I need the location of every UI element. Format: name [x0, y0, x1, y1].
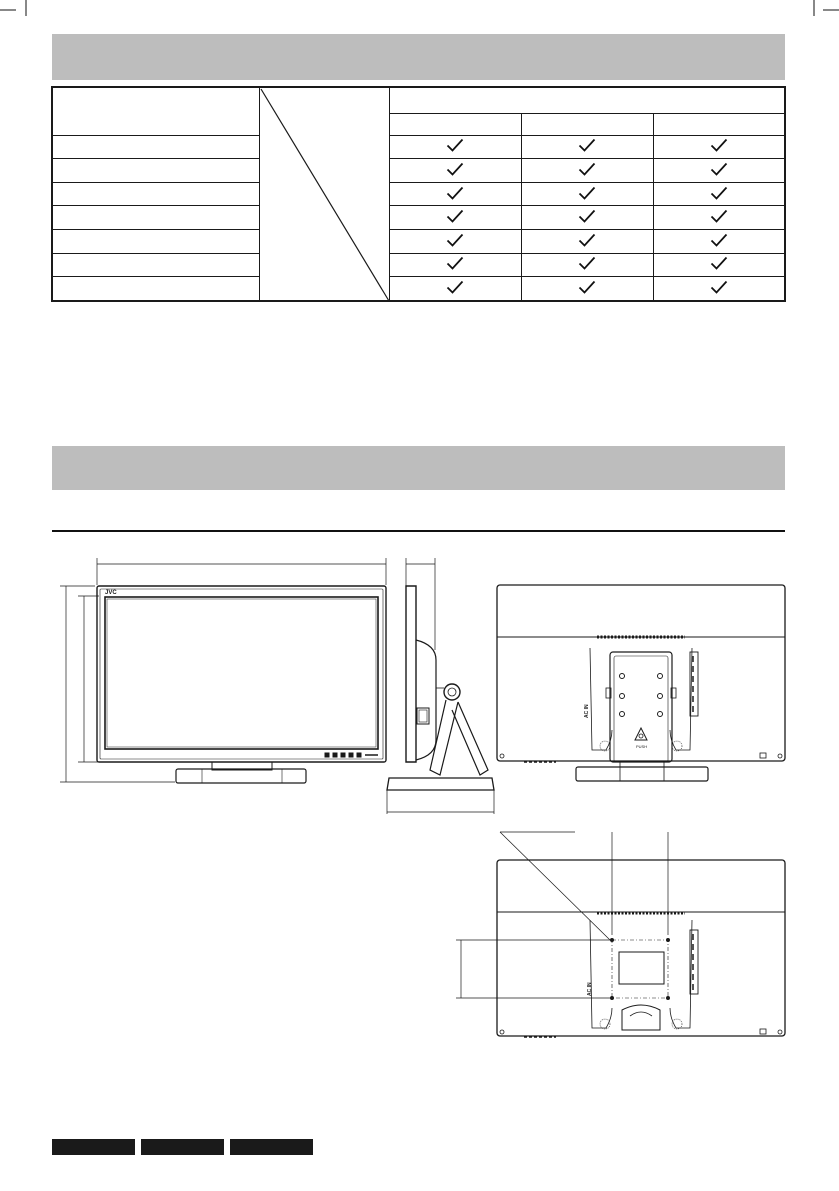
rear-view-drawing	[497, 585, 785, 781]
ac-in-label: AC IN	[584, 704, 590, 718]
ac-in-label: AC IN	[587, 982, 593, 996]
footer-tabs	[52, 1139, 313, 1155]
push-label: PUSH	[636, 744, 648, 749]
footer-tab	[230, 1139, 313, 1155]
side-view-drawing	[387, 558, 494, 814]
footer-tab	[141, 1139, 224, 1155]
brand-logo: JVC	[105, 590, 117, 596]
rear-vesa-drawing	[456, 832, 785, 1037]
footer-tab	[52, 1139, 135, 1155]
